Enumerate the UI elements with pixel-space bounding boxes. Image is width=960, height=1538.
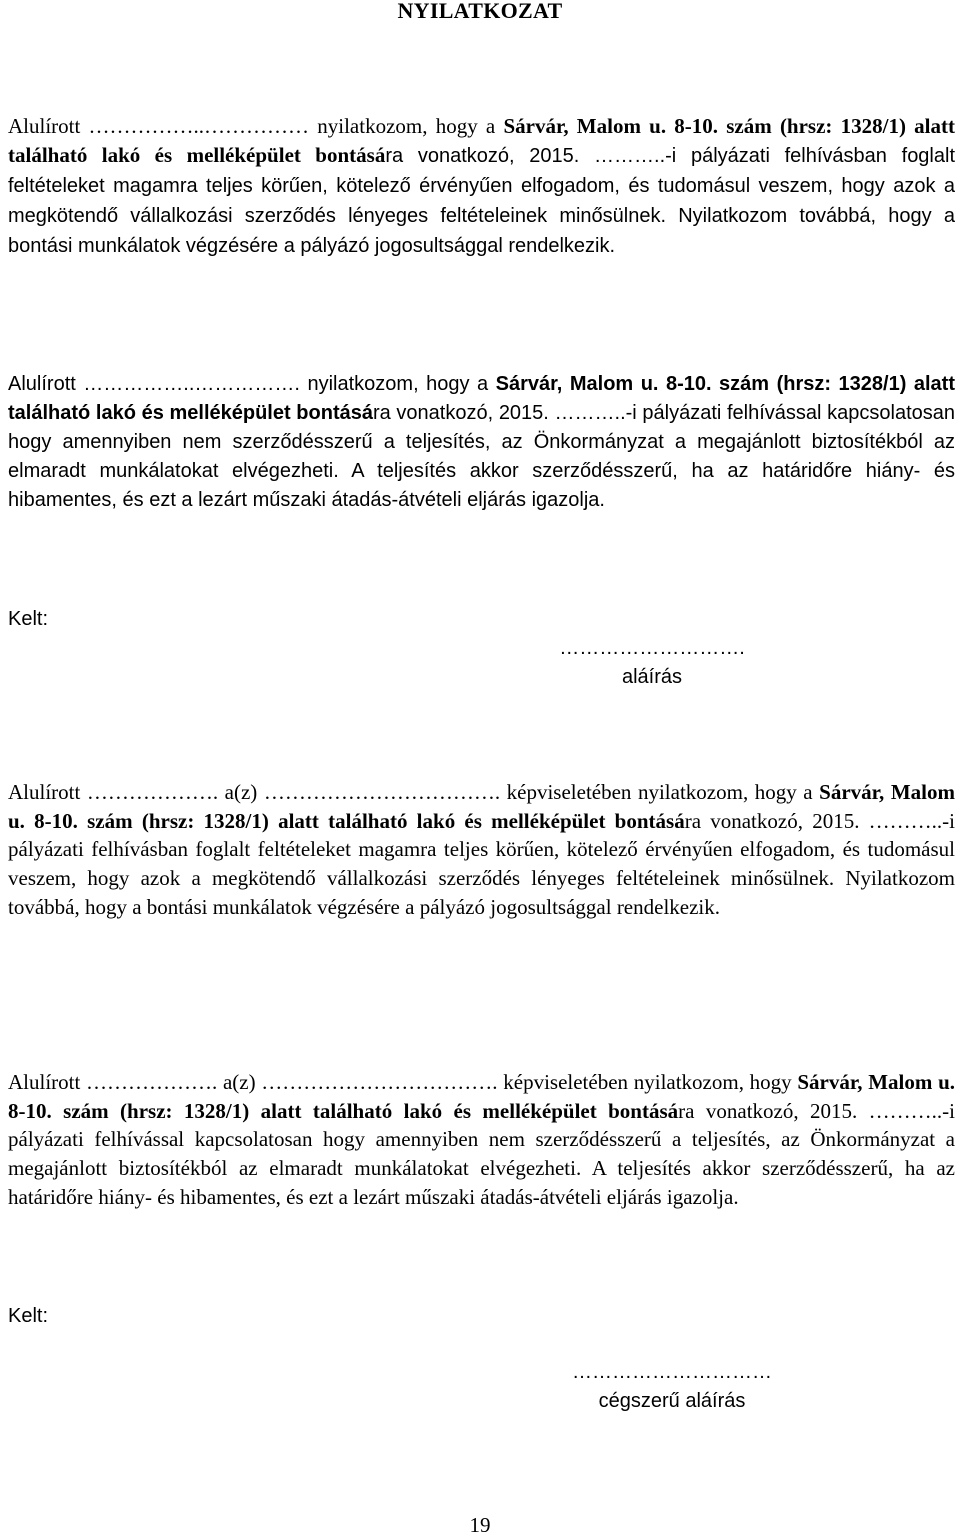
- declaration-paragraph-3: [8, 778, 955, 922]
- paragraph-text: ra vonatkozó, 2015. ………..-i pályázati felhívásban foglalt feltételeket magamra teljes körűen, kötelező érvényűen elfogadom, és tudomásul veszem, hogy azok a megkötendő vállalkozási szerződés lényeges feltételeinek minősülnek. Nyilatkozom továbbá, hogy a bontási munkálatok végzésére a pályázó jogosultsággal rendelkezik.: [8, 808, 955, 919]
- paragraph-text: ra vonatkozó, 2015. ………..-i pályázati felhívással kapcsolatosan hogy amennyiben nem szerződésszerű a teljesítés, az Önkormányzat a megajánlott biztosítékból az elmaradt munkálatokat elvégezheti. A teljesítés akkor szerződésszerű, ha az határidőre hiány- és hibamentes, és ezt a lezárt műszaki átadás-átvételi eljárás igazolja.: [8, 402, 955, 511]
- paragraph-text: Alulírott ………………. a(z) ……………………………. képviseletében nyilatkozom, hogy a: [8, 780, 820, 804]
- paragraph-text: Alulírott ……………..……………. nyilatkozom, hogy a: [8, 373, 496, 395]
- signature-line: ……………………….: [559, 637, 745, 659]
- property-description-bold: Sárvár, Malom u. 8-10. szám (hrsz: 1328/1) alatt található lakó és melléképület bontásá: [8, 373, 955, 424]
- declaration-paragraph-1: [8, 112, 955, 261]
- signature-label: aláírás: [621, 666, 683, 688]
- paragraph-text: Alulírott ……………..…………… nyilatkozom, hogy a: [8, 114, 504, 138]
- declaration-paragraph-2: [8, 370, 955, 515]
- signature-line: …………………………: [572, 1361, 772, 1383]
- signature-block-2: [522, 1358, 822, 1416]
- date-label-2: Kelt:: [8, 1305, 49, 1327]
- paragraph-text: ra vonatkozó, 2015. ………..-i pályázati felhívásban foglalt feltételeket magamra teljes körűen, kötelező érvényűen elfogadom, és tudomásul veszem, hogy azok a megkötendő vállalkozási szerződés lényeges feltételeinek minősülnek. Nyilatkozom továbbá, hogy a bontási munkálatok végzésére a pályázó jogosultsággal rendelkezik.: [8, 144, 956, 257]
- signature-label: cégszerű aláírás: [598, 1390, 746, 1412]
- property-description-bold: Sárvár, Malom u. 8-10. szám (hrsz: 1328/1) alatt található lakó és melléképület bontásá: [8, 1070, 955, 1123]
- signature-block-1: [522, 634, 782, 692]
- date-label-1: Kelt:: [8, 608, 49, 630]
- declaration-paragraph-4: [8, 1068, 955, 1212]
- paragraph-text: Alulírott ………………. a(z) ……………………………. képviseletében nyilatkozom, hogy: [8, 1070, 798, 1094]
- property-description-bold: Sárvár, Malom u. 8-10. szám (hrsz: 1328/1) alatt található lakó és melléképület bontásá: [8, 114, 955, 167]
- document-title: NYILATKOZAT: [397, 0, 563, 23]
- property-description-bold: Sárvár, Malom u. 8-10. szám (hrsz: 1328/1) alatt található lakó és melléképület bontásá: [8, 780, 955, 833]
- page-number: 19: [469, 1513, 491, 1537]
- paragraph-text: ra vonatkozó, 2015. ………..-i pályázati felhívással kapcsolatosan hogy amennyiben nem szerződésszerű a teljesítés, az Önkormányzat a megajánlott biztosítékból az elmaradt munkálatokat elvégezheti. A teljesítés akkor szerződésszerű, ha az határidőre hiány- és hibamentes, és ezt a lezárt műszaki átadás-átvételi eljárás igazolja.: [8, 1098, 955, 1209]
